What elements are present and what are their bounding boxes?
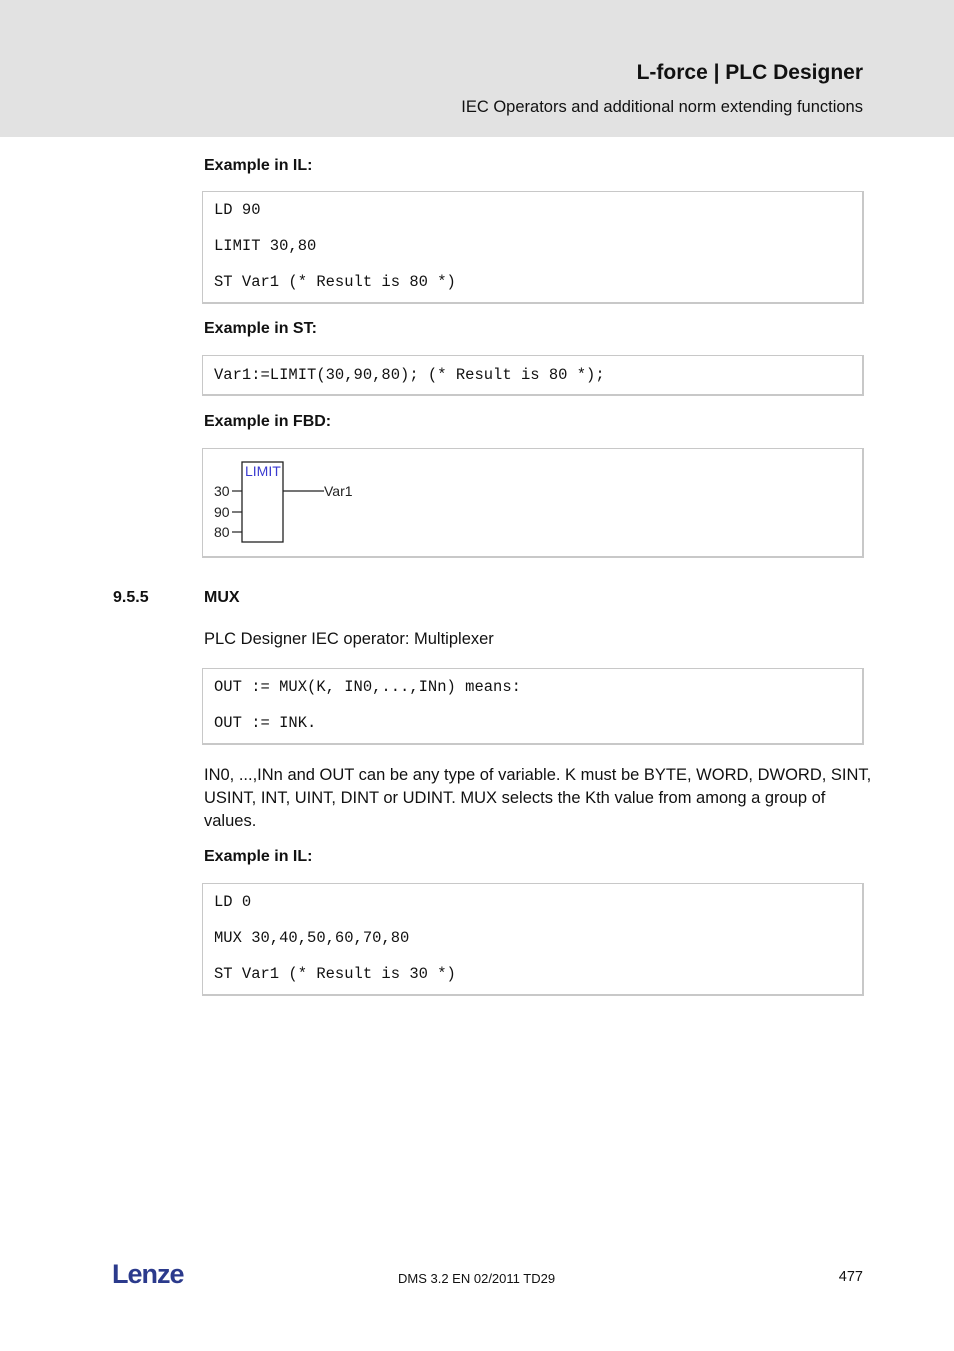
mux-il-code-box	[202, 883, 864, 996]
code-line: Var1:=LIMIT(30,90,80); (* Result is 80 *);	[214, 366, 605, 384]
limit-il-code-box	[202, 191, 864, 304]
fbd-output-label: Var1	[324, 483, 353, 499]
fbd-input-label: 90	[214, 504, 230, 520]
description-line: USINT, INT, UINT, DINT or UDINT. MUX selects the Kth value from among a group of	[204, 789, 826, 807]
description-line: IN0, ...,INn and OUT can be any type of variable. K must be BYTE, WORD, DWORD, SINT,	[204, 766, 872, 784]
lenze-logo: Lenze	[112, 1259, 184, 1289]
code-line: ST Var1 (* Result is 80 *)	[214, 273, 456, 291]
page-header	[0, 0, 954, 137]
fbd-input-label: 30	[214, 483, 230, 499]
limit-fbd-label: Example in FBD:	[204, 413, 332, 430]
mux-il-label: Example in IL:	[204, 848, 313, 865]
fbd-diagram	[203, 449, 403, 555]
code-line: MUX 30,40,50,60,70,80	[214, 929, 410, 947]
limit-il-label: Example in IL:	[204, 157, 313, 174]
limit-st-code-box	[202, 355, 864, 396]
section-number: 9.5.5	[113, 589, 149, 606]
page-number: 477	[838, 1269, 863, 1285]
limit-st-label: Example in ST:	[204, 320, 317, 337]
mux-syntax-code-box	[202, 668, 864, 745]
code-line: OUT := MUX(K, IN0,...,INn) means:	[214, 678, 521, 696]
code-line: ST Var1 (* Result is 30 *)	[214, 965, 456, 983]
header-subtitle: IEC Operators and additional norm extending functions	[461, 98, 863, 116]
code-line: OUT := INK.	[214, 714, 317, 732]
fbd-input-label: 80	[214, 524, 230, 540]
footer-doc-id: DMS 3.2 EN 02/2011 TD29	[398, 1271, 556, 1286]
limit-fbd-box	[202, 448, 864, 558]
header-title: L-force | PLC Designer	[636, 61, 863, 84]
code-line: LD 0	[214, 893, 252, 911]
section-title: MUX	[204, 589, 240, 606]
fbd-block-name: LIMIT	[245, 463, 281, 479]
code-line: LIMIT 30,80	[214, 237, 317, 255]
description-line: values.	[204, 812, 257, 830]
section-intro: PLC Designer IEC operator: Multiplexer	[204, 630, 494, 648]
code-line: LD 90	[214, 201, 261, 219]
mux-description	[204, 764, 871, 833]
